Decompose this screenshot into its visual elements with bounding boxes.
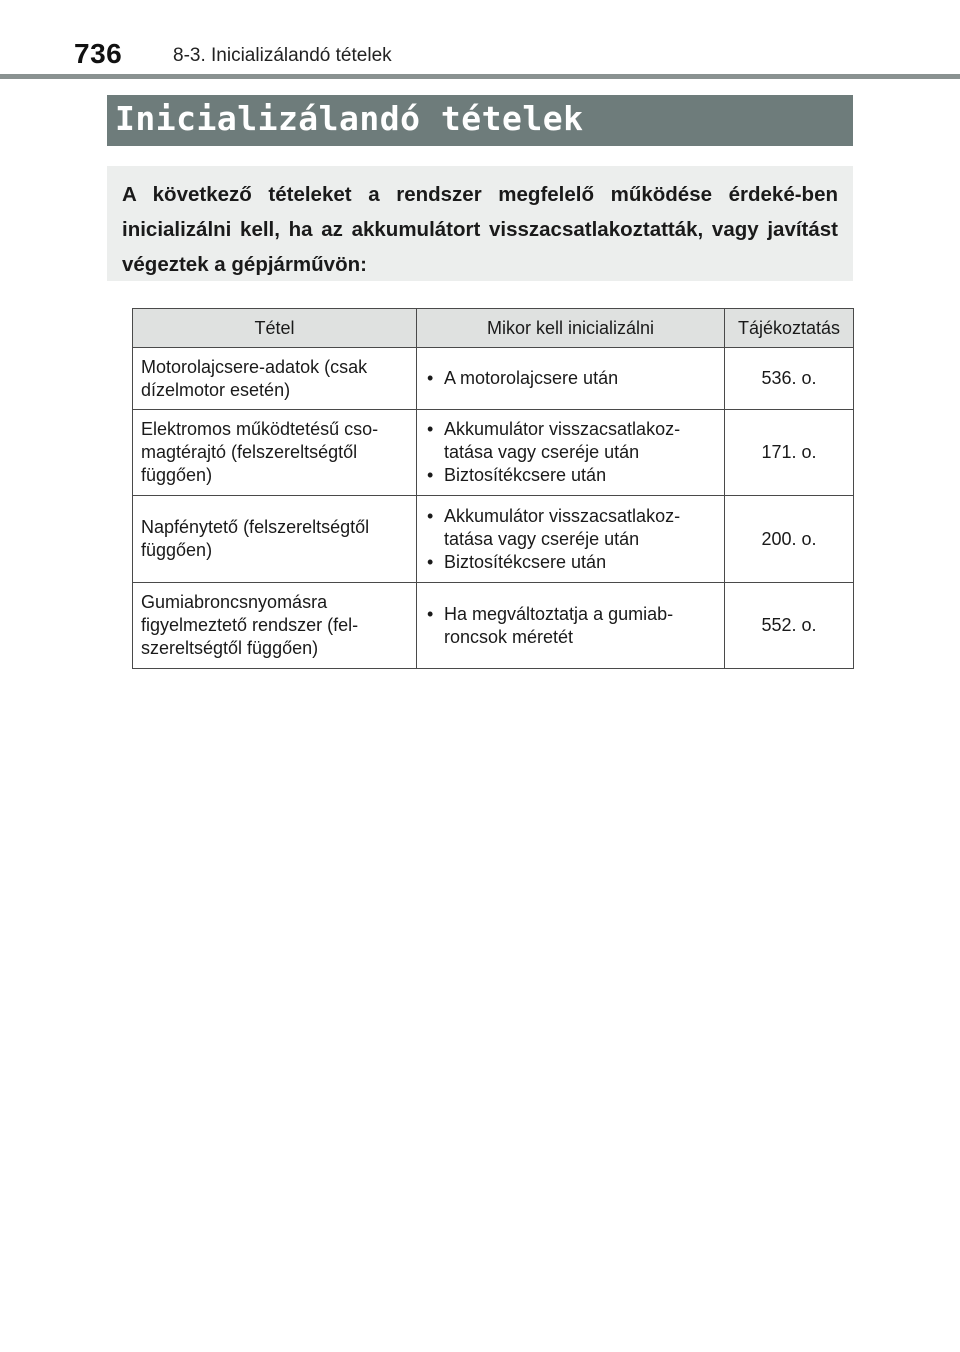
list-item — [427, 551, 716, 574]
bullet-list — [427, 603, 716, 649]
table-row — [133, 583, 854, 669]
page-number: 736 — [74, 38, 123, 69]
list-item-text: Akkumulátor visszacsatlakoz-tatása vagy cseréje után — [444, 419, 681, 462]
header-divider — [0, 74, 960, 79]
page-title: Inicializálandó tételek — [115, 99, 584, 138]
page-header — [0, 0, 960, 80]
reference-cell: 536. o. — [725, 348, 854, 410]
list-item-text: A motorolajcsere után — [444, 368, 619, 388]
column-header-item: Tétel — [133, 309, 417, 348]
intro-text: A következő tételeket a rendszer megfelelő működése érdeké-ben inicializálni kell, ha az akkumulátort visszacsatlakoztatták, vagy javítást végeztek a gépjárművön: — [122, 183, 838, 276]
bullet-list — [427, 418, 716, 487]
when-cell — [417, 583, 725, 669]
initialization-table — [132, 308, 854, 669]
list-item-text: Biztosítékcsere után — [444, 465, 607, 485]
item-cell: Gumiabroncsnyomásra figyelmeztető rendszer (fel-szereltségtől függően) — [133, 583, 417, 669]
bullet-list — [427, 367, 716, 390]
table-header-row — [133, 309, 854, 348]
when-cell — [417, 348, 725, 410]
table-row — [133, 410, 854, 496]
list-item — [427, 367, 716, 390]
list-item-text: Biztosítékcsere után — [444, 551, 607, 572]
list-item — [427, 418, 716, 464]
reference-cell: 200. o. — [725, 496, 854, 583]
when-cell — [417, 410, 725, 496]
section-label: 8-3. Inicializálandó tételek — [173, 45, 392, 66]
bullet-icon: • — [427, 368, 434, 388]
item-cell: Motorolajcsere-adatok (csak dízelmotor esetén) — [133, 348, 417, 410]
reference-cell: 552. o. — [725, 583, 854, 669]
table-row — [133, 348, 854, 410]
column-header-reference: Tájékoztatás — [725, 309, 854, 348]
bullet-icon: • — [427, 465, 434, 485]
bullet-icon: • — [427, 419, 434, 439]
bullet-icon: • — [427, 603, 434, 624]
list-item — [427, 505, 716, 551]
item-cell: Napfénytető (felszereltségtől függően) — [133, 496, 417, 583]
list-item-text: Ha megváltoztatja a gumiab-roncsok méretét — [444, 603, 674, 647]
list-item — [427, 603, 716, 649]
item-cell: Elektromos működtetésű cso-magtérajtó (felszereltségtől függően) — [133, 410, 417, 496]
list-item-text: Akkumulátor visszacsatlakoz-tatása vagy cseréje után — [444, 505, 681, 549]
bullet-list — [427, 505, 716, 574]
column-header-when: Mikor kell inicializálni — [417, 309, 725, 348]
list-item — [427, 464, 716, 487]
when-cell — [417, 496, 725, 583]
table-row — [133, 496, 854, 583]
reference-cell: 171. o. — [725, 410, 854, 496]
bullet-icon: • — [427, 551, 434, 572]
bullet-icon: • — [427, 505, 434, 526]
